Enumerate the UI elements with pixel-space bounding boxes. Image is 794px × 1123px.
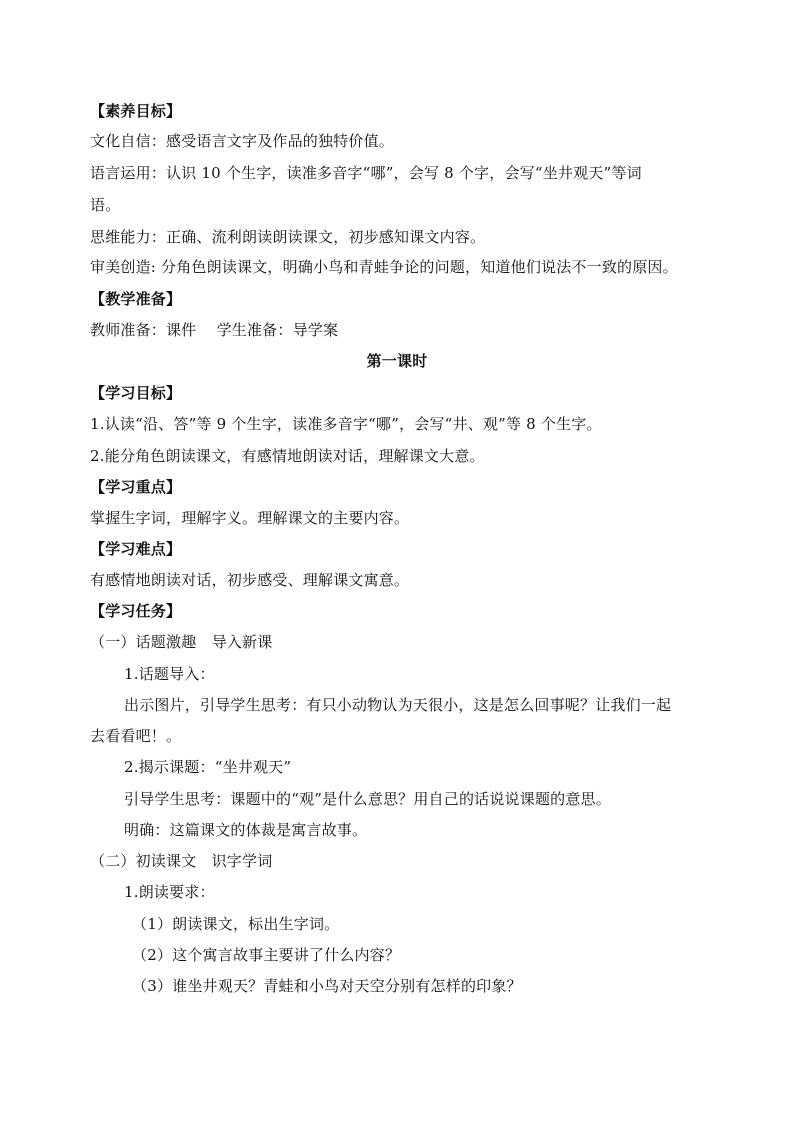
task-1-step-2-answer: 明确：这篇课文的体裁是寓言故事。 <box>124 821 368 839</box>
task-section-2: （二）初读课文 识字学词 <box>90 852 273 870</box>
task-2-question-2: （2）这个寓言故事主要讲了什么内容？ <box>132 946 401 964</box>
goal-language-use-continued: 语。 <box>90 196 121 214</box>
heading-learning-tasks: 【学习任务】 <box>90 602 182 620</box>
goal-aesthetic-creation: 审美创造: 分角色朗读课文，明确小鸟和青蛙争论的问题，知道他们说法不一致的原因。 <box>90 258 678 276</box>
task-1-step-1-text-continued: 去看看吧！。 <box>90 727 182 745</box>
task-section-1: （一）话题激趣 导入新课 <box>90 633 273 651</box>
goal-cultural-confidence: 文化自信：感受语言文字及作品的独特价值。 <box>90 132 395 150</box>
heading-difficulties: 【学习难点】 <box>90 540 182 558</box>
learning-goal-2: 2.能分角色朗读课文，有感情地朗读对话，理解课文大意。 <box>90 447 485 465</box>
task-1-step-1-text: 出示图片，引导学生思考：有只小动物认为天很小，这是怎么回事呢？让我们一起 <box>124 696 672 714</box>
heading-teaching-prep: 【教学准备】 <box>90 290 182 308</box>
difficulties-text: 有感情地朗读对话，初步感受、理解课文寓意。 <box>90 571 410 589</box>
goal-language-use: 语言运用：认识 10 个生字，读准多音字“哪”，会写 8 个字，会写“坐井观天”等词 <box>90 164 642 182</box>
task-1-step-1: 1.话题导入： <box>124 665 215 683</box>
task-2-step-1: 1.朗读要求： <box>124 883 215 901</box>
learning-goal-1: 1.认读“沿、答”等 9 个生字，读准多音字“哪”，会写“井、观”等 8 个生字。 <box>90 415 602 433</box>
heading-key-points: 【学习重点】 <box>90 478 182 496</box>
task-1-step-2-text: 引导学生思考：课题中的“观”是什么意思？用自己的话说说课题的意思。 <box>124 790 611 808</box>
prep-materials: 教师准备：课件 学生准备：导学案 <box>90 321 339 339</box>
task-2-question-3: （3）谁坐井观天？青蛙和小鸟对天空分别有怎样的印象？ <box>132 977 522 995</box>
task-1-step-2: 2.揭示课题：“坐井观天” <box>124 758 292 776</box>
heading-learning-goals: 【学习目标】 <box>90 384 182 402</box>
heading-core-goals: 【素养目标】 <box>90 102 182 120</box>
goal-thinking-ability: 思维能力：正确、流利朗读朗读课文，初步感知课文内容。 <box>90 228 486 246</box>
lesson-title: 第一课时 <box>366 352 428 370</box>
key-points-text: 掌握生字词，理解字义。理解课文的主要内容。 <box>90 509 410 527</box>
task-2-question-1: （1）朗读课文，标出生字词。 <box>132 915 340 933</box>
